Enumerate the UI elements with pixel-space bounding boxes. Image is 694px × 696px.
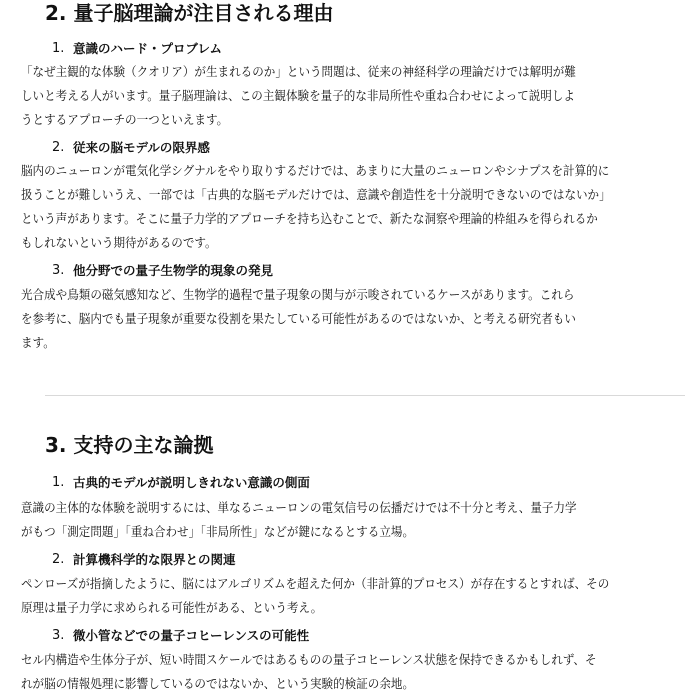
body-line: 扱うことが難しいうえ、一部では「古典的な脳モデルだけでは、意識や創造性を十分説明できないのではないか」 [21, 187, 611, 202]
list-number: 1. [52, 41, 65, 56]
body-line: ます。 [21, 335, 55, 350]
body-line: セル内構造や生体分子が、短い時間スケールではあるものの量子コヒーレンス状態を保持できるかもしれず、そ [21, 652, 597, 667]
item-title: 他分野での量子生物学的現象の発見 [73, 263, 274, 278]
section-divider [45, 395, 685, 396]
body-line: 光合成や鳥類の磁気感知など、生物学的過程で量子現象の関与が示唆されているケースがあります。これら [21, 287, 575, 302]
list-number: 3. [52, 628, 65, 643]
body-line: という声があります。そこに量子力学的アプローチを持ち込むことで、新たな洞察や理論的枠組みを得られるか [21, 211, 598, 226]
list-number: 3. [52, 263, 65, 278]
list-number: 2. [52, 552, 65, 567]
body-line: 「なぜ主観的な体験（クオリア）が生まれるのか」という問題は、従来の神経科学の理論だけでは解明が難 [21, 64, 576, 79]
item-body [21, 60, 686, 132]
body-line: ペンローズが指摘したように、脳にはアルゴリズムを超えた何か（非計算的プロセス）が存在するとすれば、その [21, 576, 610, 591]
item-body [21, 572, 686, 620]
item-body [21, 159, 686, 255]
item-title: 従来の脳モデルの限界感 [73, 140, 210, 155]
item-body [21, 648, 686, 696]
body-line: を参考に、脳内でも量子現象が重要な役割を果たしている可能性があるのではないか、と考える研究者もい [21, 311, 576, 326]
item-title: 微小管などでの量子コヒーレンスの可能性 [73, 628, 310, 643]
body-line: 意識の主体的な体験を説明するには、単なるニューロンの電気信号の伝播だけでは不十分と考え、量子力学 [21, 500, 577, 515]
item-body [21, 496, 686, 544]
body-line: うとするアプローチの一つといえます。 [21, 112, 229, 127]
body-line: れが脳の情報処理に影響しているのではないか、という実験的検証の余地。 [21, 676, 415, 691]
body-line: がもつ「測定問題」「重ね合わせ」「非局所性」などが鍵になるとする立場。 [21, 524, 415, 539]
list-number: 2. [52, 140, 65, 155]
item-title: 意識のハード・プロブレム [73, 41, 223, 56]
body-line: しいと考える人がいます。量子脳理論は、この主観体験を量子的な非局所性や重ね合わせによって説明しよ [21, 88, 575, 103]
body-line: 原理は量子力学に求められる可能性がある、という考え。 [21, 600, 323, 615]
item-title: 古典的モデルが説明しきれない意識の側面 [73, 475, 310, 490]
list-number: 1. [52, 475, 65, 490]
body-line: 脳内のニューロンが電気化学シグナルをやり取りするだけでは、あまりに大量のニューロンやシナプスを計算的に [21, 163, 610, 178]
section-heading-2: 2. 量子脳理論が注目される理由 [45, 1, 334, 25]
body-line: もしれないという期待があるのです。 [21, 235, 217, 250]
item-body [21, 283, 686, 355]
item-title: 計算機科学的な限界との関連 [73, 552, 236, 567]
section-heading-3: 3. 支持の主な論拠 [45, 433, 214, 457]
